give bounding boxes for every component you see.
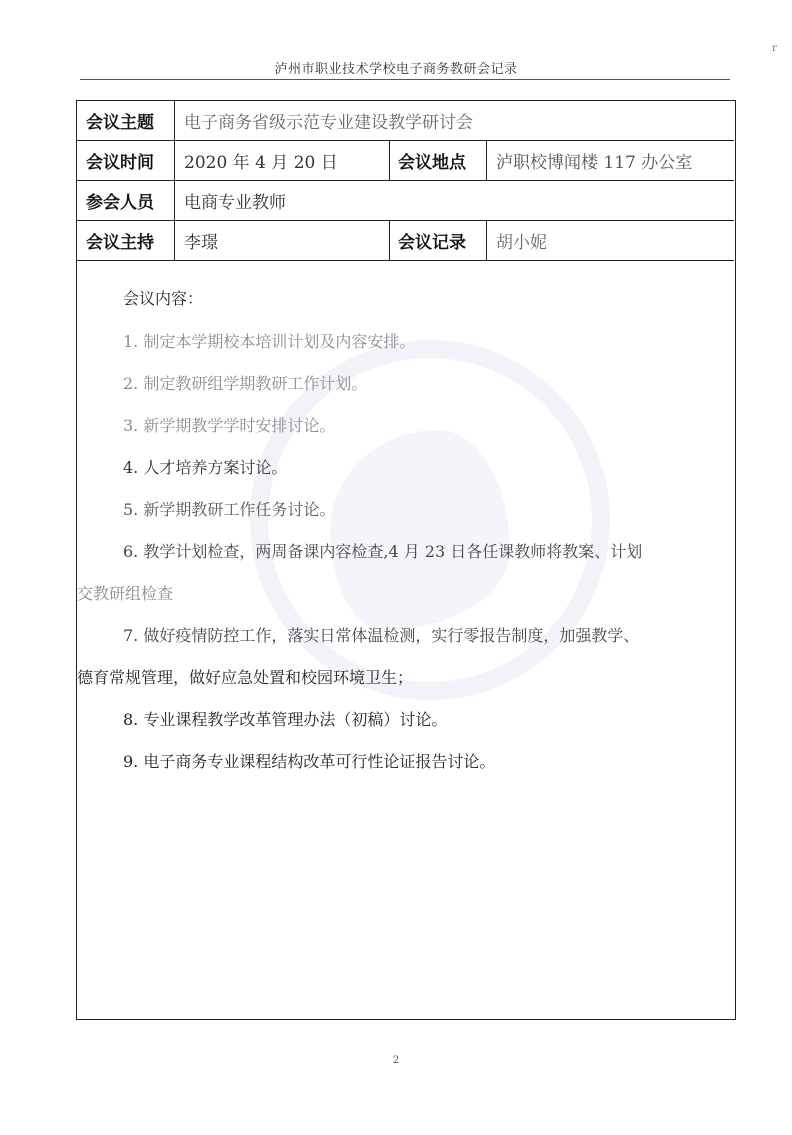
recorder-value: 胡小妮 [496,233,547,253]
host-label: 会议主持 [86,233,154,253]
corner-mark: r [772,43,777,54]
attendees-label: 参会人员 [86,193,154,213]
time-label: 会议时间 [86,153,154,173]
document-header-title: 泸州市职业技术学校电子商务教研会记录 [274,62,518,77]
host-value: 李璟 [184,233,218,253]
topic-row [77,101,734,141]
content-item-5: 5. 新学期教研工作任务讨论。 [123,500,336,519]
content-heading: 会议内容： [123,289,204,308]
place-value: 泸职校博闻楼 117 办公室 [496,153,693,173]
meeting-record-table [76,100,736,1020]
content-item-6: 6. 教学计划检查，两周备课内容检查,4 月 23 日各任课教师将教案、计划 [123,542,643,561]
header-rule [80,79,730,80]
content-item-4: 4. 人才培养方案讨论。 [123,458,288,477]
content-item-3: 3. 新学期教学学时安排讨论。 [123,416,336,435]
topic-value: 电子商务省级示范专业建设教学研讨会 [184,113,473,133]
page-number: 2 [392,1055,400,1066]
content-item-6-continued: 交教研组检查 [77,584,174,603]
content-item-1: 1. 制定本学期校本培训计划及内容安排。 [123,332,416,351]
place-label: 会议地点 [398,153,466,173]
time-value: 2020 年 4 月 20 日 [184,153,338,173]
topic-label: 会议主题 [86,113,154,133]
host-row [77,221,734,261]
content-item-8: 8. 专业课程教学改革管理办法（初稿）讨论。 [123,710,448,729]
content-item-2: 2. 制定教研组学期教研工作计划。 [123,374,368,393]
recorder-label: 会议记录 [398,233,466,253]
attendees-row [77,181,734,221]
content-item-7-continued: 德育常规管理，做好应急处置和校园环境卫生； [77,668,414,687]
time-row [77,141,734,181]
content-item-9: 9. 电子商务专业课程结构改革可行性论证报告讨论。 [123,752,496,771]
content-item-7: 7. 做好疫情防控工作，落实日常体温检测，实行零报告制度，加强教学、 [123,626,640,645]
attendees-value: 电商专业教师 [184,193,286,213]
